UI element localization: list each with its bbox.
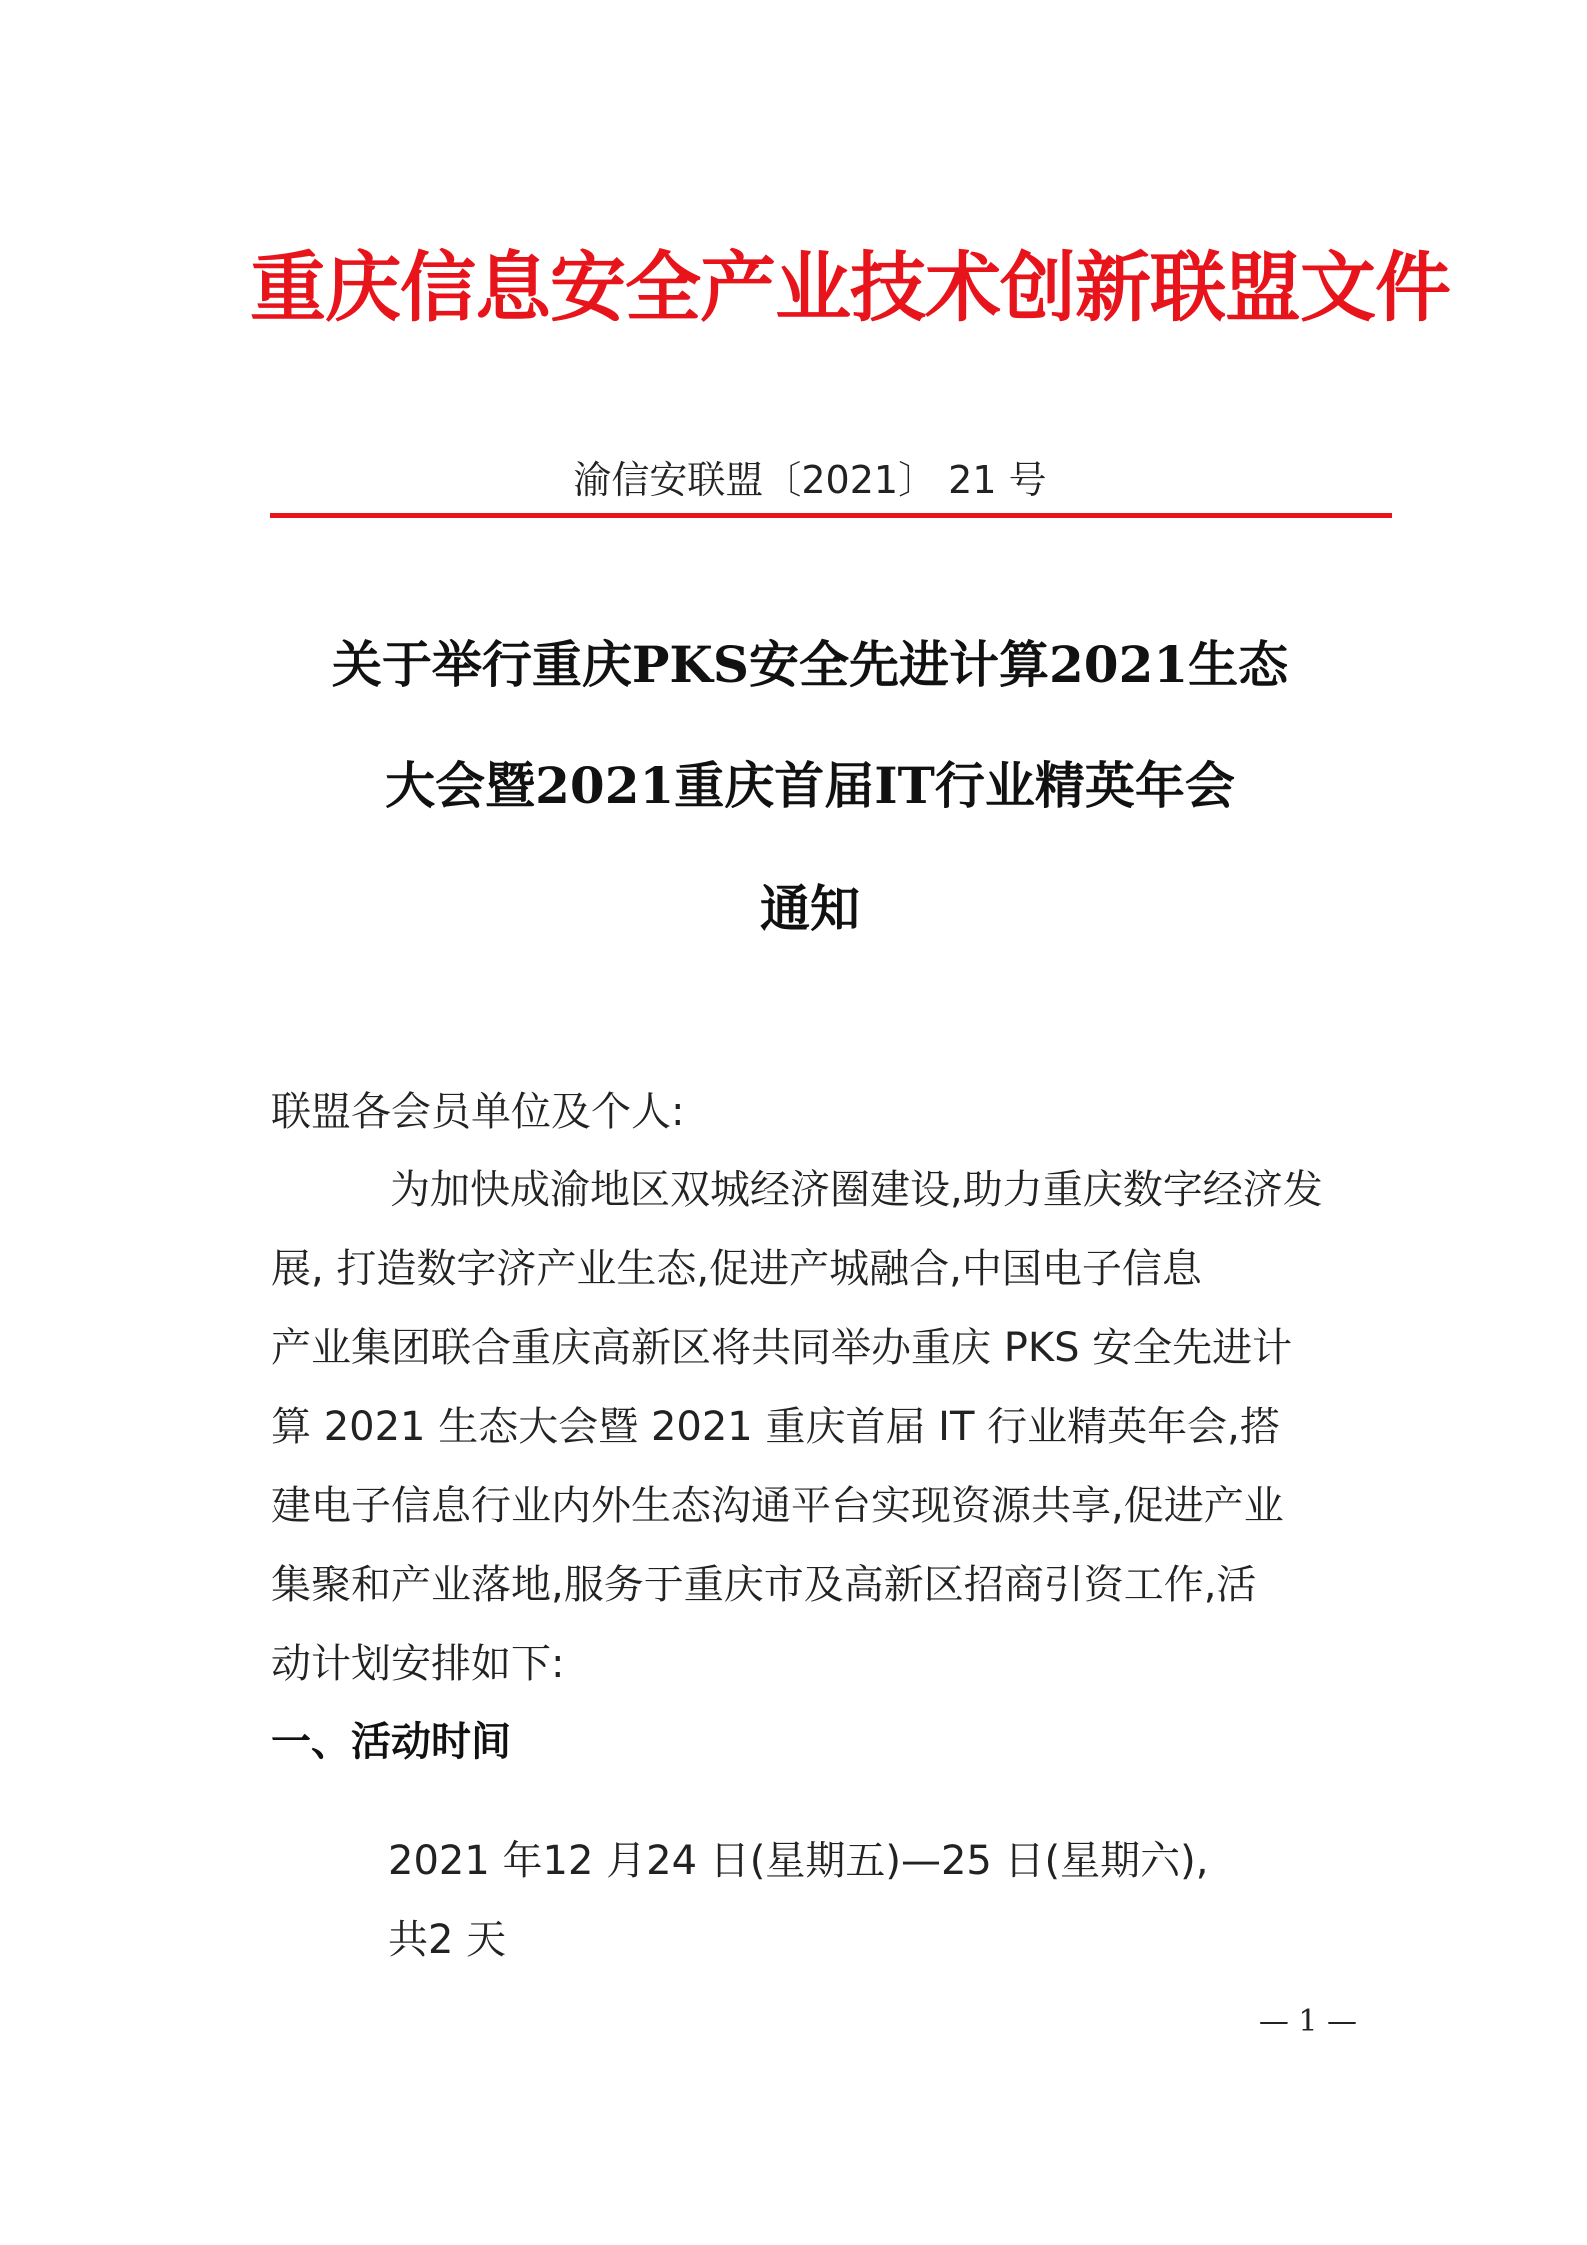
- red-divider-line: [270, 513, 1392, 518]
- activity-date-line: 2021 年12 月24 日(星期五)—25 日(星期六),: [388, 1838, 1209, 1884]
- paragraph-line: 动计划安排如下:: [271, 1641, 565, 1687]
- paragraph-line: 集聚和产业落地,服务于重庆市及高新区招商引资工作,活: [271, 1562, 1257, 1608]
- paragraph-line: 为加快成渝地区双城经济圈建设,助力重庆数字经济发: [390, 1167, 1323, 1213]
- notice-title-line-1: 关于举行重庆PKS安全先进计算2021生态: [331, 635, 1289, 694]
- masthead-title: 重庆信息安全产业技术创新联盟文件: [250, 243, 1450, 332]
- salutation: 联盟各会员单位及个人:: [271, 1089, 685, 1135]
- page-number: — 1 —: [1258, 2004, 1357, 2039]
- section-heading-activity-time: 一、活动时间: [271, 1719, 511, 1765]
- paragraph-line: 算 2021 生态大会暨 2021 重庆首届 IT 行业精英年会,搭: [271, 1404, 1280, 1450]
- paragraph-line: 产业集团联合重庆高新区将共同举办重庆 PKS 安全先进计: [271, 1325, 1293, 1371]
- paragraph-line: 展, 打造数字济产业生态,促进产城融合,中国电子信息: [271, 1246, 1202, 1292]
- notice-title-line-3: 通知: [760, 879, 860, 938]
- activity-duration-line: 共2 天: [388, 1917, 507, 1963]
- paragraph-line: 建电子信息行业内外生态沟通平台实现资源共享,促进产业: [271, 1483, 1284, 1529]
- document-number: 渝信安联盟〔2021〕 21 号: [573, 458, 1047, 502]
- notice-title-line-2: 大会暨2021重庆首届IT行业精英年会: [385, 756, 1235, 815]
